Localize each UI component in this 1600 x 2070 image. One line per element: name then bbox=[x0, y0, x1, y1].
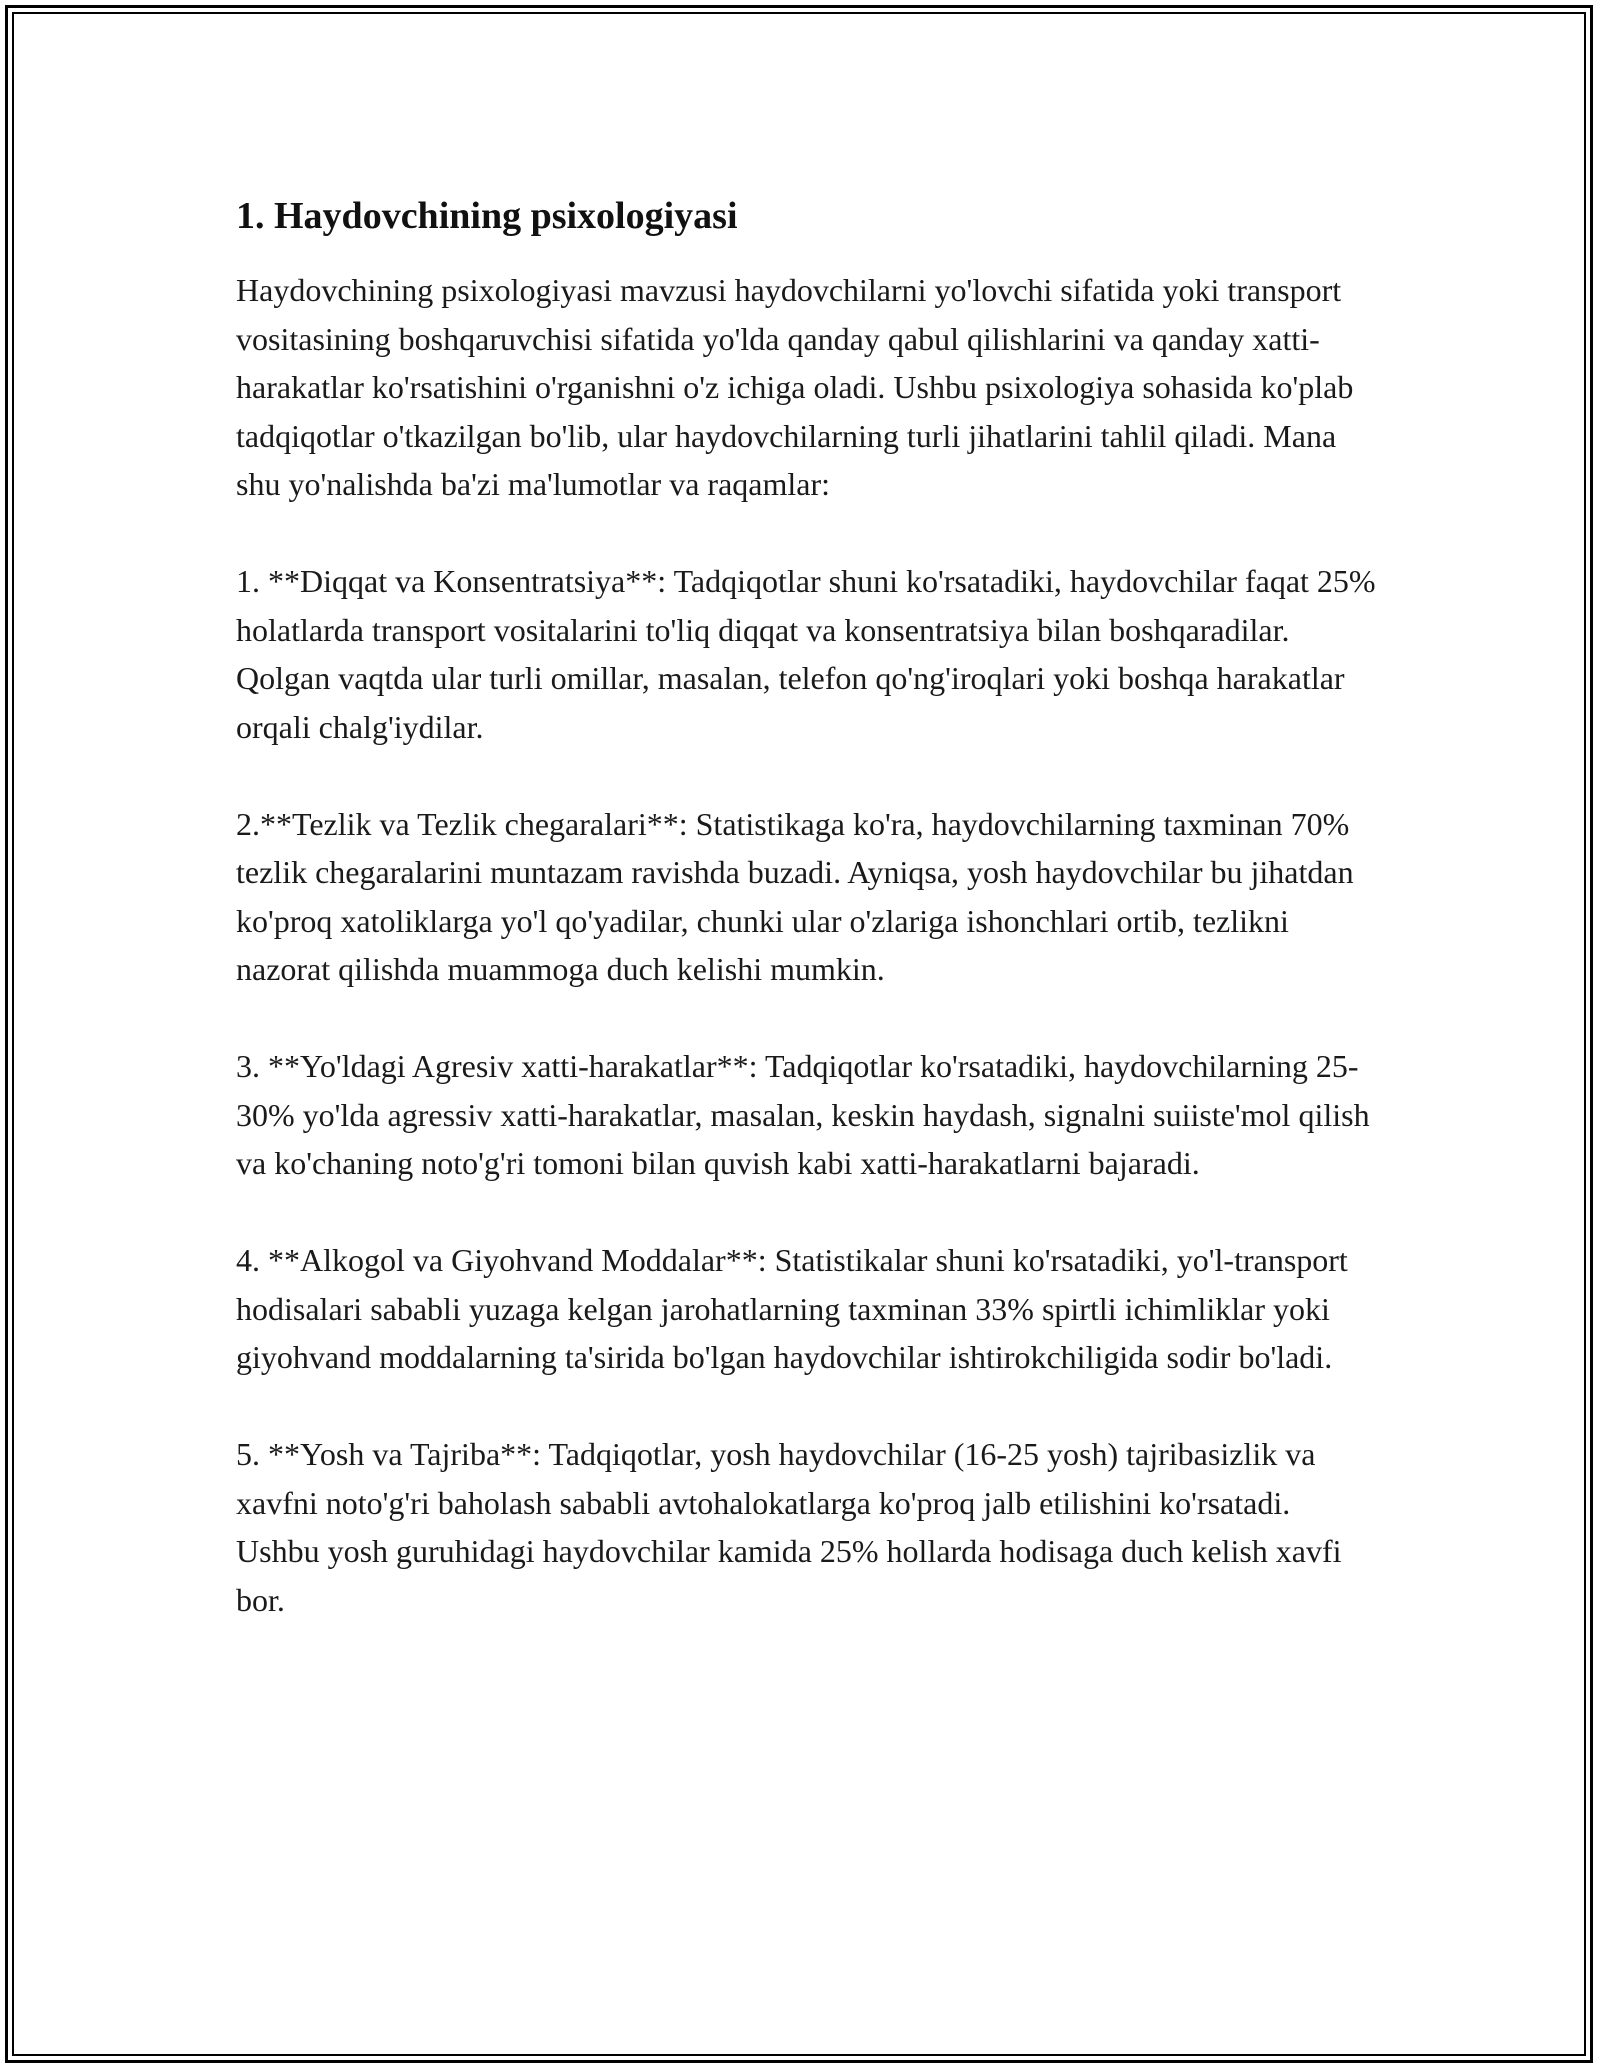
point-age-experience-paragraph: 5. **Yosh va Tajriba**: Tadqiqotlar, yosh haydovchilar (16-25 yosh) tajribasizlik va xavfni noto'g'ri baholash sababli avtohalokatlarga ko'proq jalb etilishini ko'rsatadi. Ushbu yosh guruhidagi haydovchilar kamida 25% hollarda hodisaga duch kelish xavfi bor. bbox=[236, 1436, 1342, 1618]
document-title: 1. Haydovchining psixologiyasi bbox=[236, 195, 738, 237]
document-body bbox=[236, 188, 1376, 1624]
point-attention-paragraph: 1. **Diqqat va Konsentratsiya**: Tadqiqotlar shuni ko'rsatadiki, haydovchilar faqat 25% holatlarda transport vositalarini to'liq diqqat va konsentratsiya bilan boshqaradilar. Qolgan vaqtda ular turli omillar, masalan, telefon qo'ng'iroqlari yoki boshqa harakatlar orqali chalg'iydilar. bbox=[236, 563, 1376, 745]
point-aggression-paragraph: 3. **Yo'ldagi Agresiv xatti-harakatlar**: Tadqiqotlar ko'rsatadiki, haydovchilarning 25-30% yo'lda agressiv xatti-harakatlar, masalan, keskin haydash, signalni suiiste'mol qilish va ko'chaning noto'g'ri tomoni bilan quvish kabi xatti-harakatlarni bajaradi. bbox=[236, 1048, 1370, 1181]
intro-paragraph: Haydovchining psixologiyasi mavzusi haydovchilarni yo'lovchi sifatida yoki transport vositasining boshqaruvchisi sifatida yo'lda qanday qabul qilishlarini va qanday xatti-harakatlar ko'rsatishini o'rganishni o'z ichiga oladi. Ushbu psixologiya sohasida ko'plab tadqiqotlar o'tkazilgan bo'lib, ular haydovchilarning turli jihatlarini tahlil qiladi. Mana shu yo'nalishda ba'zi ma'lumotlar va raqamlar: bbox=[236, 272, 1354, 502]
point-speed-paragraph: 2.**Tezlik va Tezlik chegaralari**: Statistikaga ko'ra, haydovchilarning taxminan 70% tezlik chegaralarini muntazam ravishda buzadi. Ayniqsa, yosh haydovchilar bu jihatdan ko'proq xatoliklarga yo'l qo'yadilar, chunki ular o'zlariga ishonchlari ortib, tezlikni nazorat qilishda muammoga duch kelishi mumkin. bbox=[236, 805, 1354, 987]
point-alcohol-paragraph: 4. **Alkogol va Giyohvand Moddalar**: Statistikalar shuni ko'rsatadiki, yo'l-transport hodisalari sababli yuzaga kelgan jarohatlarning taxminan 33% spirtli ichimliklar yoki giyohvand moddalarning ta'sirida bo'lgan haydovchilar ishtirokchiligida sodir bo'ladi. bbox=[236, 1242, 1348, 1375]
